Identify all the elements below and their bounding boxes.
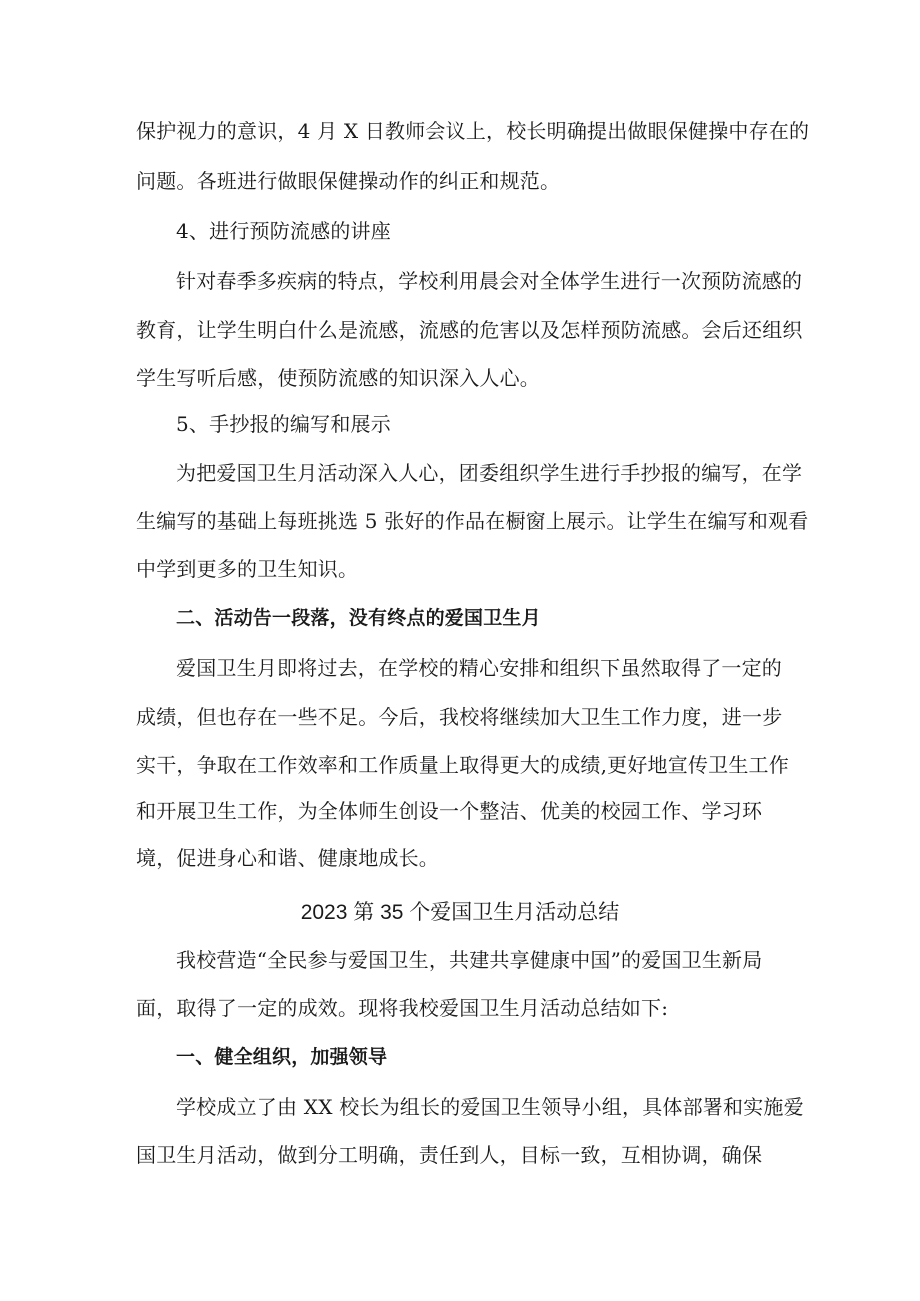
- paragraph-line: 面，取得了一定的成效。现将我校爱国卫生月活动总结如下:: [136, 996, 669, 1020]
- paragraph-line: 和开展卫生工作，为全体师生创设一个整洁、优美的校园工作、学习环: [136, 799, 763, 823]
- paragraph-line: 学生写听后感，使预防流感的知识深入人心。: [136, 366, 540, 390]
- paragraph-line: 教育，让学生明白什么是流感，流感的危害以及怎样预防流感。会后还组织: [136, 318, 803, 342]
- paragraph-line: 学校成立了由 XX 校长为组长的爱国卫生领导小组，具体部署和实施爱: [176, 1095, 804, 1119]
- paragraph-line: 中学到更多的卫生知识。: [136, 557, 359, 581]
- paragraph-line: 保护视力的意识，4 月 X 日教师会议上，校长明确提出做眼保健操中存在的: [136, 119, 810, 143]
- section-heading-two: 二、活动告一段落，没有终点的爱国卫生月: [176, 607, 541, 629]
- paragraph-line: 境，促进身心和谐、健康地成长。: [136, 846, 439, 870]
- paragraph-line: 我校营造“全民参与爱国卫生，共建共享健康中国”的爱国卫生新局: [176, 948, 763, 972]
- paragraph-line: 爱国卫生月即将过去，在学校的精心安排和组织下虽然取得了一定的: [176, 656, 782, 680]
- paragraph-line: 实干，争取在工作效率和工作质量上取得更大的成绩,更好地宣传卫生工作: [136, 753, 789, 777]
- document-title: 2023 第 35 个爱国卫生月活动总结: [300, 901, 620, 924]
- paragraph-line: 成绩，但也存在一些不足。今后，我校将继续加大卫生工作力度，进一步: [136, 705, 783, 729]
- section-heading-one: 一、健全组织，加强领导: [176, 1046, 388, 1068]
- section-heading-5: 5、手抄报的编写和展示: [176, 412, 391, 436]
- paragraph-line: 生编写的基础上每班挑选 5 张好的作品在橱窗上展示。让学生在编写和观看: [136, 509, 809, 533]
- paragraph-line: 针对春季多疾病的特点，学校利用晨会对全体学生进行一次预防流感的: [176, 269, 803, 293]
- paragraph-line: 为把爱国卫生月活动深入人心，团委组织学生进行手抄报的编写，在学: [176, 461, 803, 485]
- paragraph-line: 国卫生月活动，做到分工明确，责任到人，目标一致，互相协调，确保: [136, 1143, 763, 1167]
- section-heading-4: 4、进行预防流感的讲座: [176, 219, 391, 243]
- paragraph-line: 问题。各班进行做眼保健操动作的纠正和规范。: [136, 169, 561, 193]
